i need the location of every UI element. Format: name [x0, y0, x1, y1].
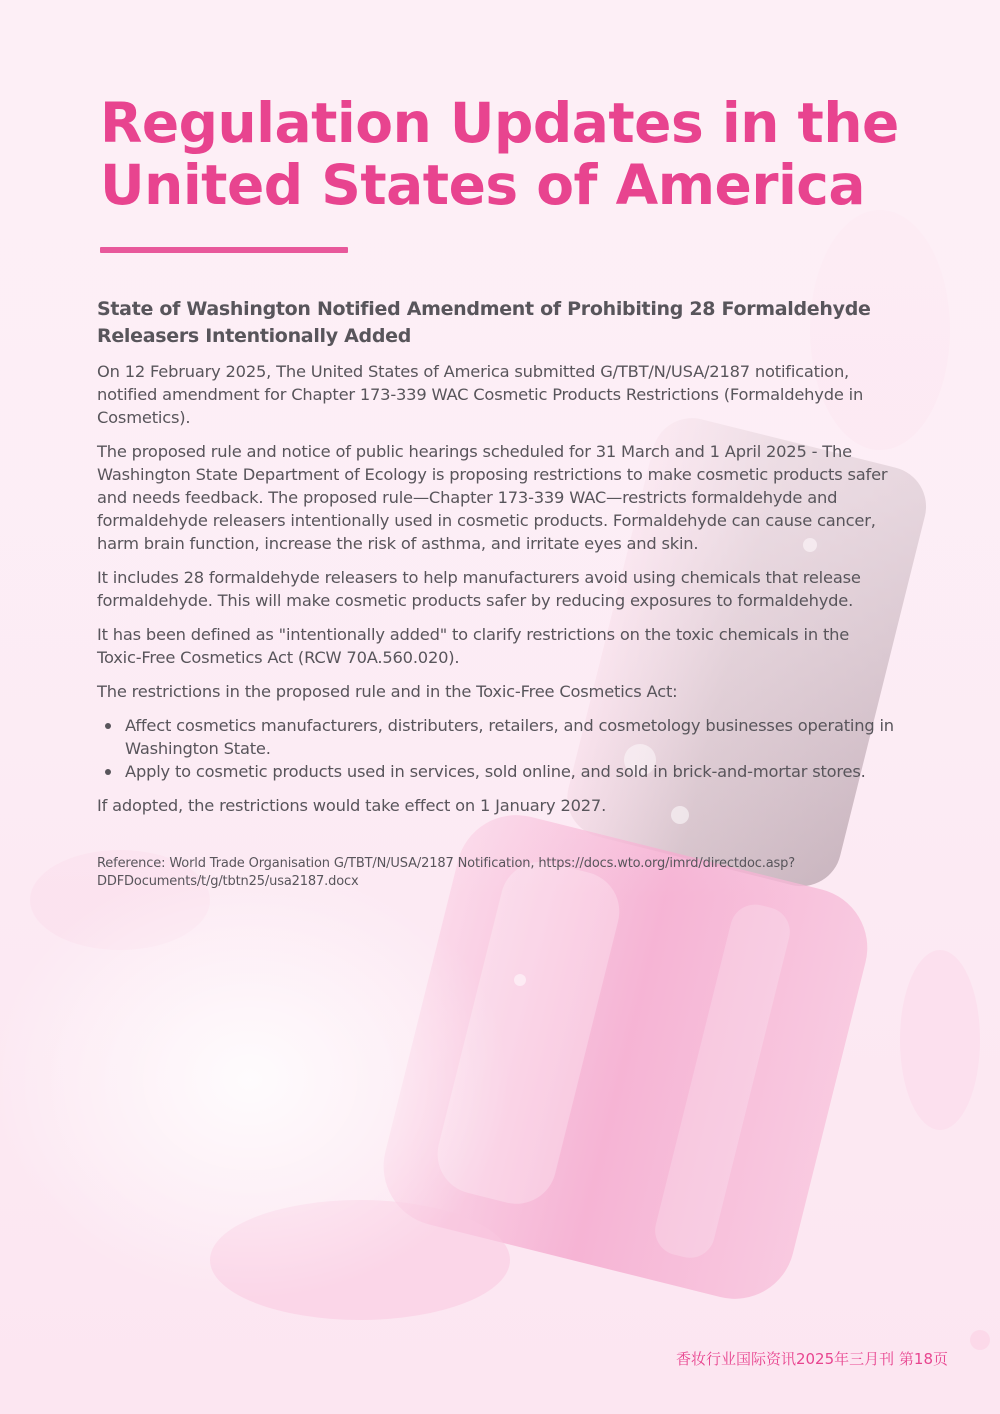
paragraph-intentionally-added [97, 623, 902, 669]
title-underline-divider [100, 247, 348, 253]
section-heading [97, 296, 897, 350]
paragraph-line: If adopted, the restrictions would take effect on 1 January 2027. [97, 796, 607, 815]
list-item [97, 760, 902, 783]
paragraph-line: Cosmetics). [97, 408, 191, 427]
page-title [100, 92, 900, 216]
paragraph-notification [97, 360, 902, 429]
paragraph-effective-date [97, 794, 902, 817]
section-heading-line-1: State of Washington Notified Amendment of Prohibiting 28 Formaldehyde [97, 298, 871, 320]
reference-note [97, 855, 902, 891]
list-item-line: Apply to cosmetic products used in services, sold online, and sold in brick-and-mortar stores. [125, 762, 866, 781]
article-body [97, 360, 902, 828]
paragraph-line: Toxic-Free Cosmetics Act (RCW 70A.560.020). [97, 648, 460, 667]
paragraph-line: The restrictions in the proposed rule and in the Toxic-Free Cosmetics Act: [97, 682, 678, 701]
paragraph-restrictions-intro [97, 680, 902, 703]
paragraph-proposed-rule [97, 440, 902, 555]
reference-line-2: DDFDocuments/t/g/tbtn25/usa2187.docx [97, 874, 359, 889]
paragraph-line: formaldehyde releasers intentionally used in cosmetic products. Formaldehyde can cause cancer, [97, 511, 876, 530]
paragraph-line: and needs feedback. The proposed rule—Chapter 173-339 WAC—restricts formaldehyde and [97, 488, 838, 507]
paragraph-line: Washington State Department of Ecology is proposing restrictions to make cosmetic products safer [97, 465, 888, 484]
list-item-line: Affect cosmetics manufacturers, distributers, retailers, and cosmetology businesses operating in [125, 716, 894, 735]
paragraph-releasers [97, 566, 902, 612]
paragraph-line: harm brain function, increase the risk of asthma, and irritate eyes and skin. [97, 534, 699, 553]
paragraph-line: On 12 February 2025, The United States of America submitted G/TBT/N/USA/2187 notification, [97, 362, 850, 381]
bullet-icon [105, 769, 111, 775]
restrictions-bullet-list [97, 714, 902, 783]
page-title-line-1: Regulation Updates in the [100, 91, 899, 155]
paragraph-line: It includes 28 formaldehyde releasers to help manufacturers avoid using chemicals that release [97, 568, 861, 587]
list-item [97, 714, 902, 760]
page-title-line-2: United States of America [100, 153, 866, 217]
page-footer: 香妆行业国际资讯2025年三月刊 第18页 [675, 1350, 948, 1368]
paragraph-line: The proposed rule and notice of public hearings scheduled for 31 March and 1 April 2025 - The [97, 442, 852, 461]
bullet-icon [105, 723, 111, 729]
paragraph-line: notified amendment for Chapter 173-339 WAC Cosmetic Products Restrictions (Formaldehyde in [97, 385, 864, 404]
reference-line-1: Reference: World Trade Organisation G/TBT/N/USA/2187 Notification, https://docs.wto.org/imrd/directdoc.asp? [97, 856, 796, 871]
section-heading-line-2: Releasers Intentionally Added [97, 325, 412, 347]
list-item-line: Washington State. [125, 739, 271, 758]
paragraph-line: formaldehyde. This will make cosmetic products safer by reducing exposures to formaldehyde. [97, 591, 854, 610]
paragraph-line: It has been defined as "intentionally added" to clarify restrictions on the toxic chemicals in the [97, 625, 850, 644]
